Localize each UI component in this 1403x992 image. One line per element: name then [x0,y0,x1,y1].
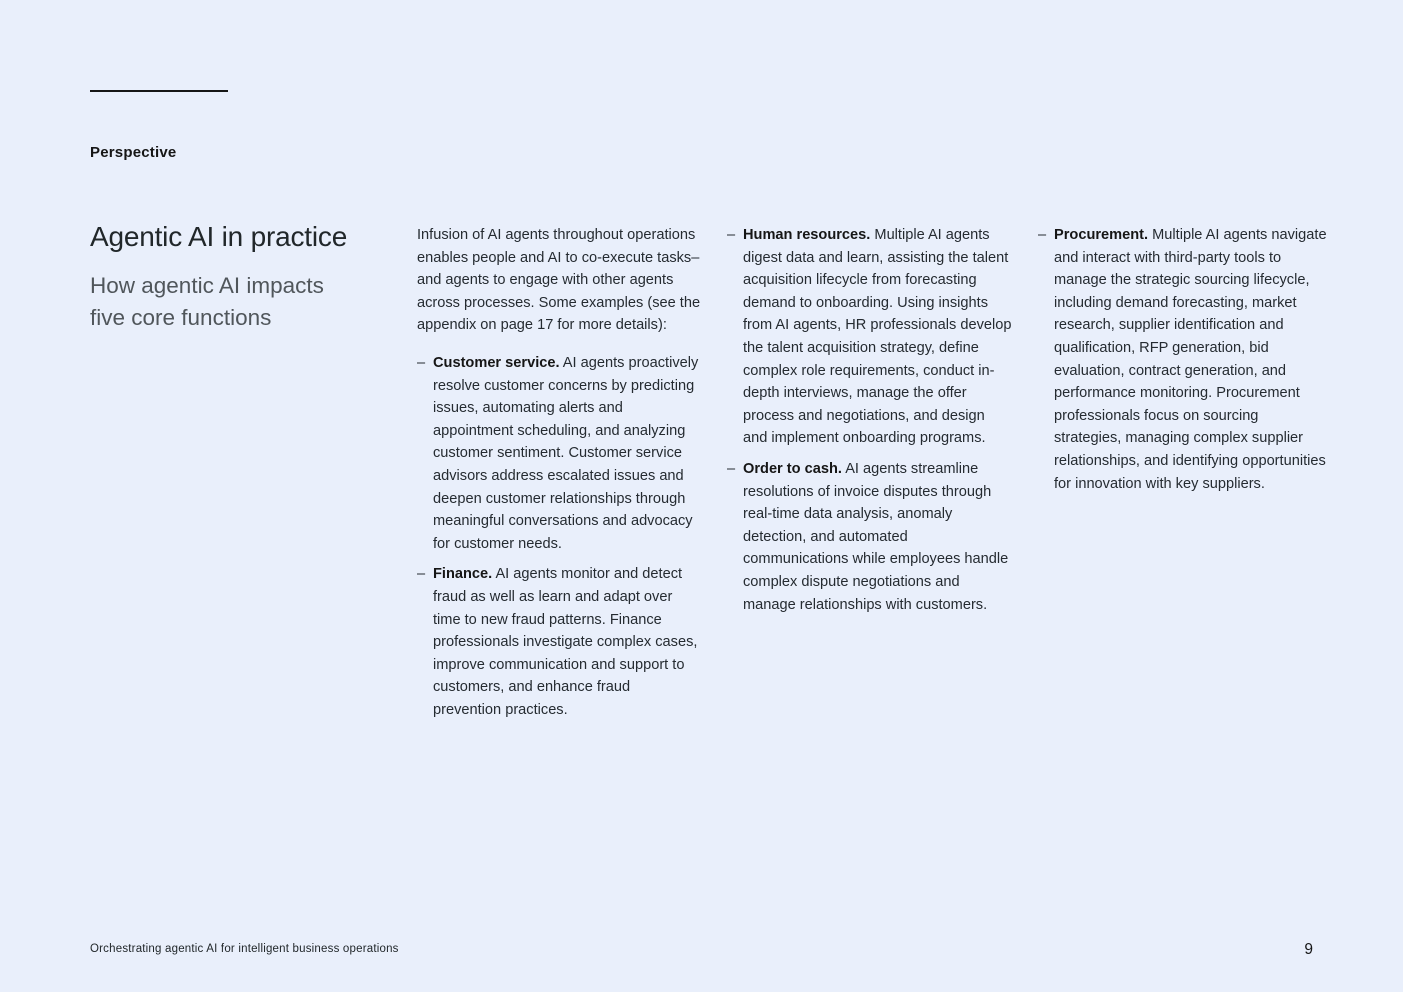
text-column-2 [727,224,1012,624]
intro-paragraph: Infusion of AI agents throughout operations enables people and AI to co-execute tasks–and agents to engage with other agents across processes. Some examples (see the appendix on page 17 for more details): [417,227,701,334]
bullet-human-resources [727,224,1012,450]
page-title: Agentic AI in practice [90,221,348,252]
bullet-text-order-to-cash: AI agents streamline resolutions of invoice disputes through real-time data analysis, anomaly detection, and automated communications while employees handle complex dispute negotiations and manage relationships with customers. [743,460,1009,613]
bullet-text-human-resources: Multiple AI agents digest data and learn, assisting the talent acquisition lifecycle from forecasting demand to onboarding. Using insights from AI agents, HR professionals develop the talent acquisition strategy, define complex role requirements, conduct in-depth interviews, manage the offer process and negotiations, and design and implement onboarding programs. [743,227,1012,447]
text-column-1 [417,224,702,729]
bullet-dash: – [417,566,426,583]
page-subtitle: How agentic AI impacts five core functions [90,273,324,330]
bullet-term-procurement: Procurement. [1054,227,1149,243]
bullet-dash: – [727,227,736,243]
bullet-text-customer-service: AI agents proactively resolve customer concerns by predicting issues, automating alerts and appointment scheduling, and analyzing customer sentiment. Customer service advisors address escalated issues and deepen customer relationships through meaningful conversations and advocacy for customer needs. [433,354,699,552]
top-rule [90,90,228,92]
bullet-dash: – [1038,227,1047,243]
bullet-order-to-cash [727,458,1012,616]
bullet-customer-service [417,352,702,555]
footer-report-title: Orchestrating agentic AI for intelligent business operations [90,943,399,955]
bullet-term-order-to-cash: Order to cash. [743,460,842,477]
text-column-3 [1038,224,1328,503]
bullet-dash: – [417,354,426,371]
title-block [90,220,390,334]
bullet-dash: – [727,460,736,477]
eyebrow-label: Perspective [90,144,177,161]
bullet-term-customer-service: Customer service. [433,354,560,371]
bullet-term-human-resources: Human resources. [743,227,871,243]
bullet-finance [417,563,702,721]
bullet-text-procurement: Multiple AI agents navigate and interact with third-party tools to manage the strategic sourcing lifecycle, including demand forecasting, market research, supplier identification and qualification, RFP generation, bid evaluation, contract generation, and performance monitoring. Procurement professionals focus on sourcing strategies, managing complex supplier relationships, and identifying opportunities for innovation with key suppliers. [1054,227,1327,492]
bullet-procurement [1038,224,1328,495]
bullet-term-finance: Finance. [433,566,493,583]
page-number: 9 [1304,941,1313,958]
bullet-text-finance: AI agents monitor and detect fraud as well as learn and adapt over time to new fraud patterns. Finance professionals investigate complex cases, improve communication and support to customers, and enhance fraud prevention practices. [433,566,698,718]
